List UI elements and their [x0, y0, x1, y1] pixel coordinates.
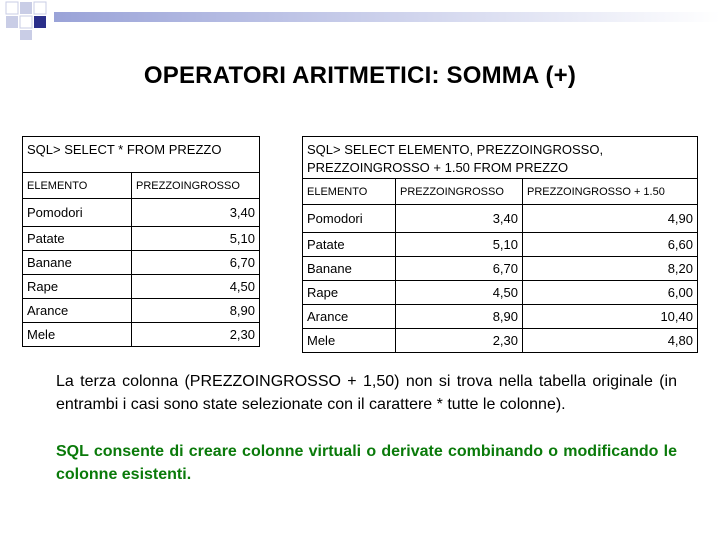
cell-prezzo: 6,70	[132, 251, 260, 275]
cell-prezzo: 5,10	[396, 233, 523, 257]
cell-elemento: Arance	[303, 305, 396, 329]
cell-elemento: Arance	[23, 299, 132, 323]
cell-elemento: Banane	[23, 251, 132, 275]
cell-prezzo: 2,30	[132, 323, 260, 347]
sql-query-line: SQL> SELECT ELEMENTO, PREZZOINGROSSO,	[307, 142, 604, 157]
table-row	[23, 227, 260, 251]
cell-elemento: Rape	[23, 275, 132, 299]
cell-prezzo-plus: 10,40	[523, 305, 698, 329]
cell-elemento: Mele	[303, 329, 396, 353]
price-table-right	[302, 136, 698, 353]
column-header-prezzoingrosso: PREZZOINGROSSO	[396, 179, 523, 205]
table-row	[23, 323, 260, 347]
cell-prezzo: 4,50	[132, 275, 260, 299]
cell-prezzo: 8,90	[132, 299, 260, 323]
deco-square	[34, 2, 46, 14]
deco-square	[34, 16, 46, 28]
deco-square	[20, 2, 32, 14]
sql-query	[303, 137, 698, 179]
cell-prezzo: 5,10	[132, 227, 260, 251]
table-row	[23, 299, 260, 323]
highlight-paragraph: SQL consente di creare colonne virtuali o derivate combinando o modificando le colonne esistenti.	[56, 443, 677, 483]
cell-prezzo: 3,40	[132, 199, 260, 227]
deco-square	[6, 2, 18, 14]
cell-prezzo-plus: 8,20	[523, 257, 698, 281]
cell-prezzo-plus: 4,80	[523, 329, 698, 353]
table-row	[303, 233, 698, 257]
cell-prezzo: 8,90	[396, 305, 523, 329]
gradient-band	[54, 12, 720, 22]
table-row	[23, 251, 260, 275]
cell-elemento: Patate	[303, 233, 396, 257]
deco-square	[20, 30, 32, 40]
cell-elemento: Mele	[23, 323, 132, 347]
cell-elemento: Rape	[303, 281, 396, 305]
cell-elemento: Patate	[23, 227, 132, 251]
cell-prezzo-plus: 6,00	[523, 281, 698, 305]
page-title: OPERATORI ARITMETICI: SOMMA (+)	[143, 62, 577, 89]
deco-square	[20, 16, 32, 28]
cell-prezzo-plus: 6,60	[523, 233, 698, 257]
deco-square	[6, 16, 18, 28]
cell-prezzo-plus: 4,90	[523, 205, 698, 233]
table-row	[303, 305, 698, 329]
column-header-prezzo-plus: PREZZOINGROSSO + 1.50	[523, 179, 698, 205]
cell-prezzo: 6,70	[396, 257, 523, 281]
table-row	[23, 199, 260, 227]
cell-prezzo: 2,30	[396, 329, 523, 353]
table-row	[303, 329, 698, 353]
cell-prezzo: 3,40	[396, 205, 523, 233]
column-header-prezzoingrosso: PREZZOINGROSSO	[132, 173, 260, 199]
table-row	[23, 275, 260, 299]
table-row	[303, 281, 698, 305]
table-row	[303, 257, 698, 281]
explanation-paragraph: La terza colonna (PREZZOINGROSSO + 1,50) non si trova nella tabella originale (in entrambi i casi sono state selezionate con il carattere * tutte le colonne).	[56, 373, 677, 413]
column-header-elemento: ELEMENTO	[303, 179, 396, 205]
column-header-elemento: ELEMENTO	[23, 173, 132, 199]
sql-query-line: PREZZOINGROSSO + 1.50 FROM PREZZO	[307, 160, 569, 175]
cell-elemento: Banane	[303, 257, 396, 281]
cell-prezzo: 4,50	[396, 281, 523, 305]
table-row	[303, 205, 698, 233]
cell-elemento: Pomodori	[23, 199, 132, 227]
header-decoration	[0, 0, 720, 40]
sql-query: SQL> SELECT * FROM PREZZO	[23, 137, 260, 173]
cell-elemento: Pomodori	[303, 205, 396, 233]
price-table-left	[22, 136, 260, 347]
